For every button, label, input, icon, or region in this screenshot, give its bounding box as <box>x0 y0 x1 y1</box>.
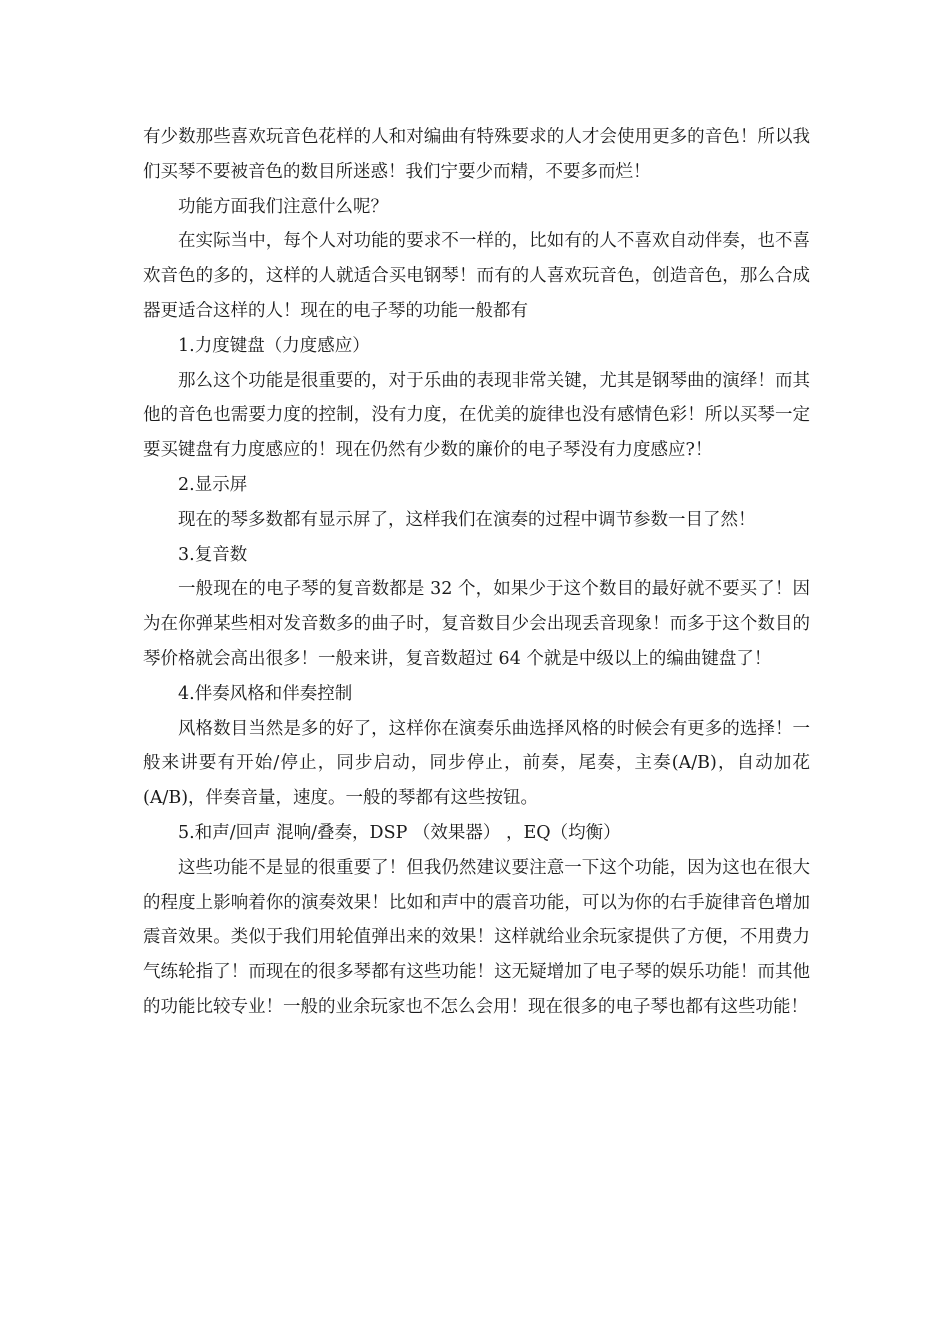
heading-polyphony: 3.复音数 <box>178 544 248 565</box>
paragraph-effects: 这些功能不是显的很重要了！但我仍然建议要注意一下这个功能，因为这也在很大的程度上影响着你的演奏效果！比如和声中的震音功能，可以为你的右手旋律音色增加震音效果。类似于我们用轮值弹出来的效果！这样就给业余玩家提供了方便，不用费力气练轮指了！而现在的很多琴都有这些功能！这无疑增加了电子琴的娱乐功能！而其他的功能比较专业！一般的业余玩家也不怎么会用！现在很多的电子琴也都有这些功能！ <box>143 857 810 1017</box>
paragraph-polyphony: 一般现在的电子琴的复音数都是 32 个，如果少于这个数目的最好就不要买了！因为在你弹某些相对发音数多的曲子时，复音数目少会出现丢音现象！而多于这个数目的琴价格就会高出很多！一般来讲，复音数超过 64 个就是中级以上的编曲键盘了！ <box>143 579 810 669</box>
heading-velocity-keyboard: 1.力度键盘（力度感应） <box>178 335 370 356</box>
heading-effects: 5.和声/回声 混响/叠奏，DSP （效果器） ，EQ（均衡） <box>178 822 621 843</box>
paragraph-function-question: 功能方面我们注意什么呢？ <box>178 196 388 217</box>
heading-display: 2.显示屏 <box>178 474 248 495</box>
paragraph-velocity-keyboard: 那么这个功能是很重要的，对于乐曲的表现非常关键，尤其是钢琴曲的演绎！而其他的音色也需要力度的控制，没有力度，在优美的旋律也没有感情色彩！所以买琴一定要买键盘有力度感应的！现在仍然有少数的廉价的电子琴没有力度感应?！ <box>143 370 810 461</box>
paragraph-intro: 有少数那些喜欢玩音色花样的人和对编曲有特殊要求的人才会使用更多的音色！所以我们买琴不要被音色的数目所迷惑！我们宁要少而精，不要多而烂！ <box>143 127 810 182</box>
paragraph-accompaniment: 风格数目当然是多的好了，这样你在演奏乐曲选择风格的时候会有更多的选择！一般来讲要有开始/停止，同步启动，同步停止，前奏，尾奏，主奏(A/B)，自动加花(A/B)，伴奏音量，速度。一般的琴都有这些按钮。 <box>143 718 810 809</box>
heading-accompaniment: 4.伴奏风格和伴奏控制 <box>178 683 353 704</box>
document-body <box>143 120 810 1025</box>
paragraph-function-overview: 在实际当中，每个人对功能的要求不一样的，比如有的人不喜欢自动伴奏，也不喜欢音色的多的，这样的人就适合买电钢琴！而有的人喜欢玩音色，创造音色，那么合成器更适合这样的人！现在的电子琴的功能一般都有 <box>143 231 810 321</box>
paragraph-display: 现在的琴多数都有显示屏了，这样我们在演奏的过程中调节参数一目了然！ <box>178 509 756 530</box>
